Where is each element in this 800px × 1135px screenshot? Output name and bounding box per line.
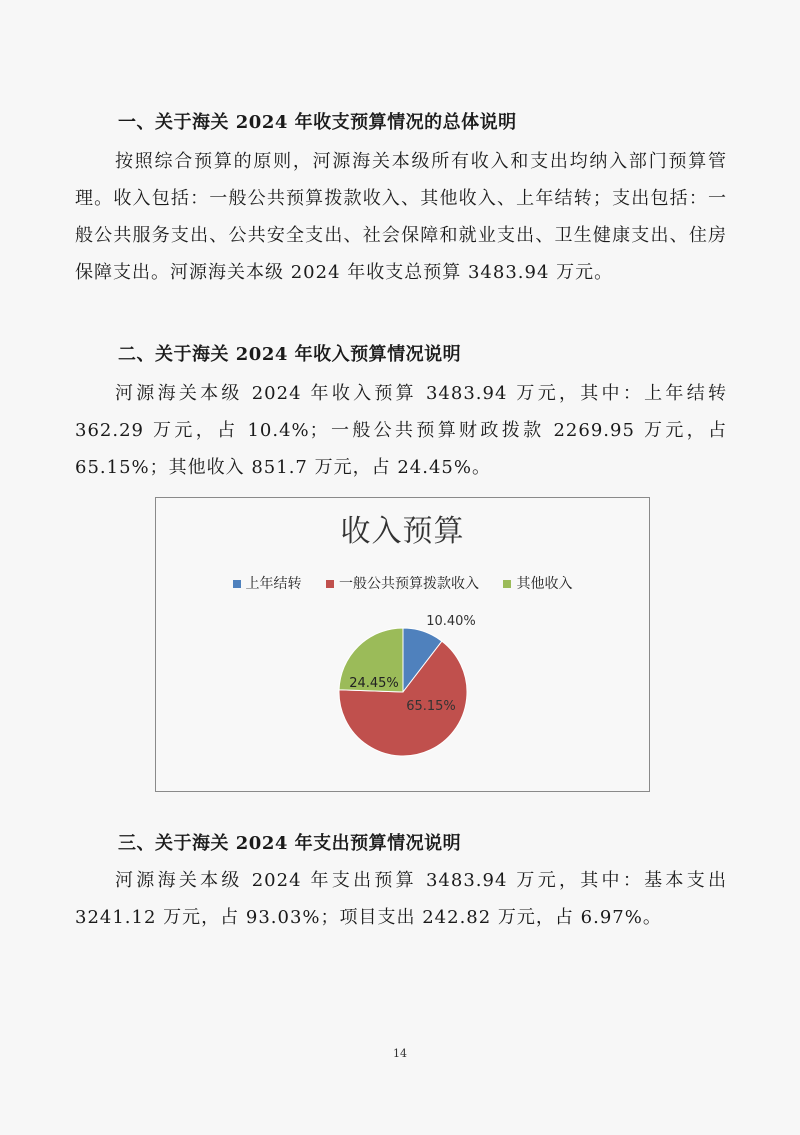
section1-paragraph: 按照综合预算的原则，河源海关本级所有收入和支出均纳入部门预算管理。收入包括：一般公共预算拨款收入、其他收入、上年结转；支出包括：一般公共服务支出、公共安全支出、社会保障和就业支出、卫生健康支出、住房保障支出。河源海关本级 2024 年收支总预算 3483.94 万元。 [75, 151, 727, 283]
section1-heading: 一、关于海关 2024 年收支预算情况的总体说明 [118, 112, 517, 133]
section3-heading: 三、关于海关 2024 年支出预算情况说明 [118, 833, 462, 854]
pie-data-label-0: 10.40% [426, 614, 476, 629]
section2-paragraph: 河源海关本级 2024 年收入预算 3483.94 万元，其中：上年结转 362.29 万元，占 10.4%；一般公共预算财政拨款 2269.95 万元，占 65.15%；其他收入 851.7 万元，占 24.45%。 [75, 383, 727, 478]
legend-label-2: 其他收入 [516, 576, 573, 592]
pie-data-label-1: 65.15% [406, 699, 456, 714]
pie-data-label-2: 24.45% [349, 676, 399, 691]
legend-label-0: 上年结转 [245, 576, 302, 592]
pie-chart [156, 498, 649, 791]
section3-paragraph: 河源海关本级 2024 年支出预算 3483.94 万元，其中：基本支出 3241.12 万元，占 93.03%；项目支出 242.82 万元，占 6.97%。 [75, 870, 727, 928]
legend-label-1: 一般公共预算拨款收入 [339, 576, 479, 592]
chart-title: 收入预算 [340, 514, 465, 549]
page-number: 14 [393, 1047, 407, 1060]
section2-heading: 二、关于海关 2024 年收入预算情况说明 [118, 344, 462, 365]
income-budget-chart [155, 497, 650, 792]
